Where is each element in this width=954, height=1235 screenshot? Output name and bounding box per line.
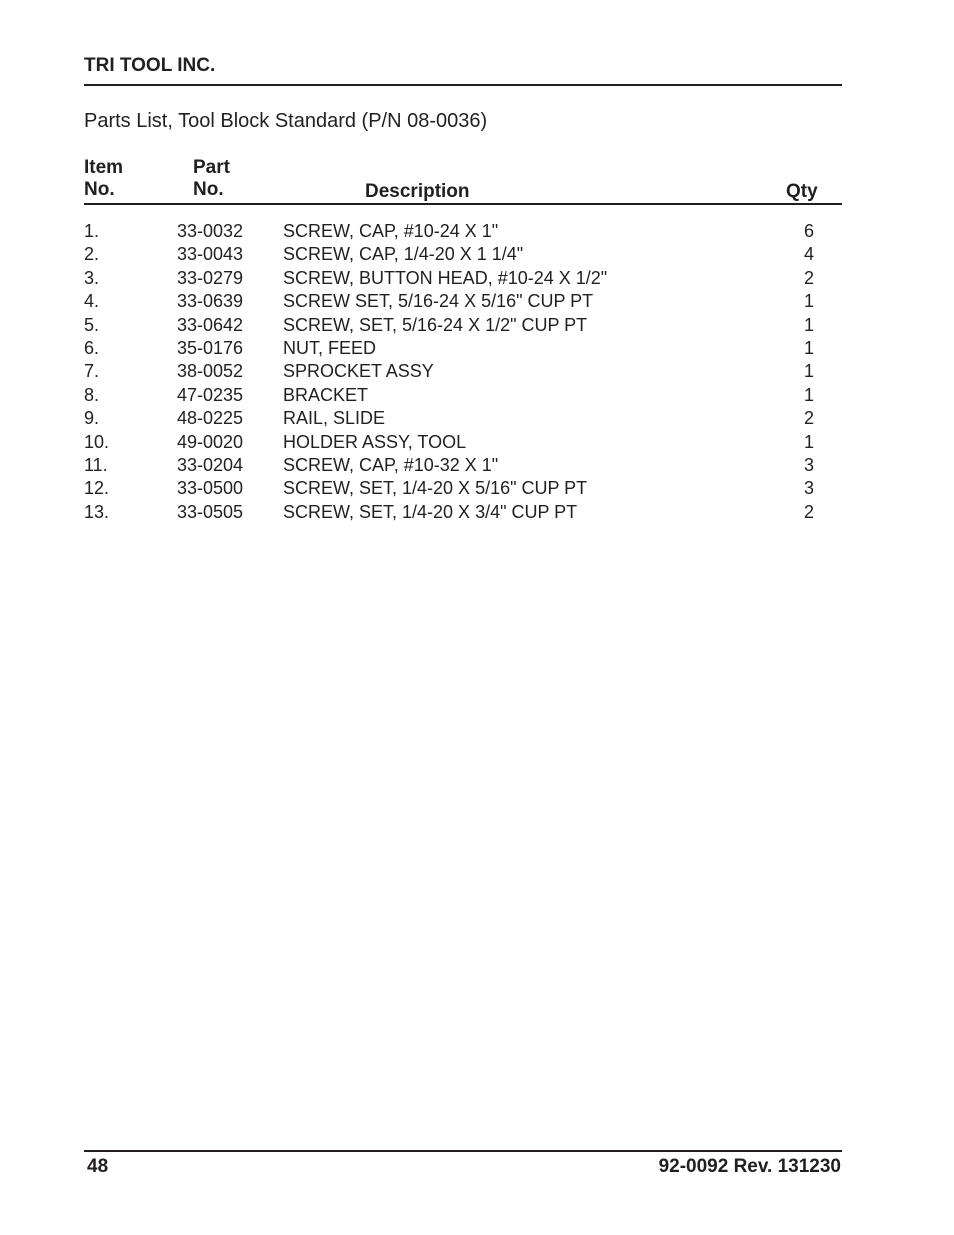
- item-number: 5.: [84, 314, 100, 335]
- part-quantity: 1: [803, 291, 814, 312]
- table-row: [0, 360, 954, 383]
- item-number: 7.: [84, 361, 100, 382]
- part-number: 33-0043: [177, 244, 244, 265]
- column-header-part-line1: Part: [193, 157, 230, 178]
- item-number: 8.: [84, 384, 100, 405]
- part-description: SPROCKET ASSY: [283, 361, 434, 382]
- part-description: NUT, FEED: [283, 337, 377, 358]
- part-number: 33-0032: [177, 221, 244, 241]
- part-description: HOLDER ASSY, TOOL: [283, 431, 467, 452]
- parts-table-body: [0, 220, 954, 524]
- table-row: [0, 243, 954, 266]
- document-title: Parts List, Tool Block Standard (P/N 08-0036): [84, 110, 488, 132]
- item-number: 13.: [84, 501, 110, 522]
- table-row: [0, 454, 954, 477]
- part-number: 33-0500: [177, 478, 244, 499]
- part-description: SCREW, BUTTON HEAD, #10-24 X 1/2": [283, 267, 608, 288]
- part-description: SCREW, CAP, #10-24 X 1": [283, 221, 499, 241]
- item-number: 6.: [84, 337, 100, 358]
- part-quantity: 3: [803, 478, 814, 499]
- header-rule: [84, 84, 842, 86]
- part-number: 33-0639: [177, 291, 244, 312]
- table-row: [0, 337, 954, 360]
- table-row: [0, 290, 954, 313]
- column-header-item-line1: Item: [84, 157, 124, 178]
- column-header-item-line2: No.: [84, 179, 115, 200]
- part-quantity: 4: [803, 244, 814, 265]
- part-quantity: 1: [803, 314, 814, 335]
- part-description: SCREW, SET, 1/4-20 X 3/4" CUP PT: [283, 501, 578, 522]
- part-quantity: 2: [803, 501, 814, 522]
- part-quantity: 2: [803, 408, 814, 429]
- column-header-qty: Qty: [786, 181, 818, 202]
- table-row: [0, 431, 954, 454]
- column-header-part-line2: No.: [193, 179, 224, 200]
- part-quantity: 1: [803, 337, 814, 358]
- document-number: 92-0092 Rev. 131230: [658, 1156, 841, 1177]
- table-row: [0, 220, 954, 243]
- part-quantity: 1: [803, 361, 814, 382]
- part-number: 33-0204: [177, 454, 244, 475]
- item-number: 9.: [84, 408, 100, 429]
- part-description: SCREW, SET, 5/16-24 X 1/2" CUP PT: [283, 314, 588, 335]
- part-number: 49-0020: [177, 431, 244, 452]
- table-row: [0, 384, 954, 407]
- part-number: 47-0235: [177, 384, 244, 405]
- part-quantity: 2: [803, 267, 814, 288]
- part-description: SCREW, CAP, #10-32 X 1": [283, 454, 499, 475]
- table-header-rule: [84, 203, 842, 205]
- column-header-item: [84, 157, 123, 201]
- item-number: 11.: [84, 454, 108, 475]
- part-quantity: 1: [803, 431, 814, 452]
- part-description: RAIL, SLIDE: [283, 408, 386, 429]
- part-number: 33-0279: [177, 267, 244, 288]
- item-number: 2.: [84, 244, 100, 265]
- part-quantity: 3: [803, 454, 814, 475]
- item-number: 4.: [84, 291, 100, 312]
- part-description: SCREW SET, 5/16-24 X 5/16" CUP PT: [283, 291, 594, 312]
- item-number: 1.: [84, 221, 100, 241]
- page-number: 48: [87, 1156, 109, 1177]
- item-number: 12.: [84, 478, 110, 499]
- table-row: [0, 501, 954, 524]
- part-description: SCREW, SET, 1/4-20 X 5/16" CUP PT: [283, 478, 588, 499]
- table-row: [0, 407, 954, 430]
- part-number: 48-0225: [177, 408, 244, 429]
- part-quantity: 6: [803, 221, 814, 241]
- column-header-description: Description: [365, 181, 470, 202]
- table-row: [0, 314, 954, 337]
- part-number: 38-0052: [177, 361, 244, 382]
- part-description: SCREW, CAP, 1/4-20 X 1 1/4": [283, 244, 524, 265]
- part-number: 33-0505: [177, 501, 244, 522]
- footer-rule: [84, 1150, 842, 1152]
- part-quantity: 1: [803, 384, 814, 405]
- item-number: 10.: [84, 431, 110, 452]
- part-number: 33-0642: [177, 314, 244, 335]
- table-row: [0, 267, 954, 290]
- part-number: 35-0176: [177, 337, 244, 358]
- company-name: TRI TOOL INC.: [84, 55, 216, 76]
- table-row: [0, 477, 954, 500]
- item-number: 3.: [84, 267, 100, 288]
- part-description: BRACKET: [283, 384, 369, 405]
- column-header-part: [193, 157, 230, 201]
